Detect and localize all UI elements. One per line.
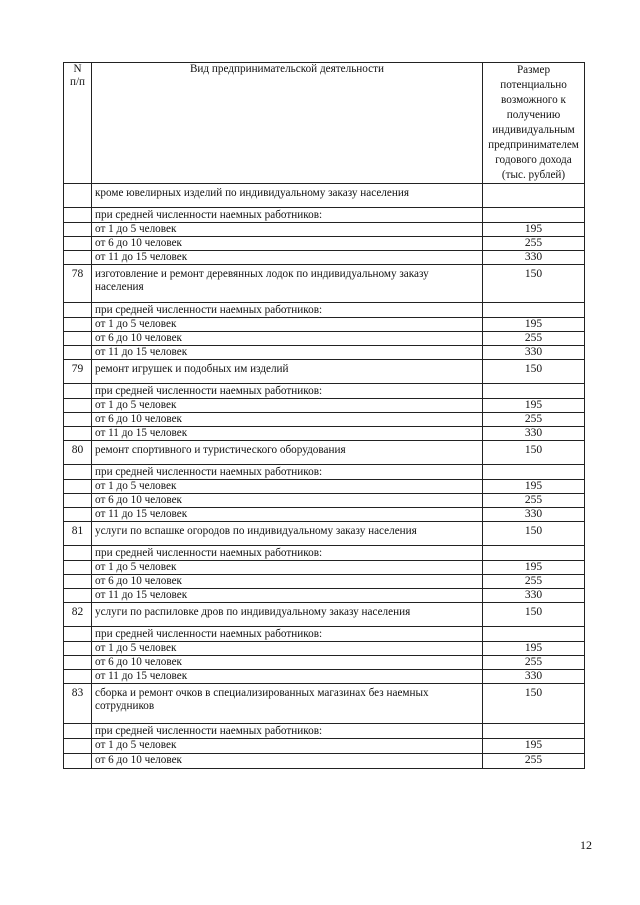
row-income-value	[483, 184, 585, 208]
row-activity: при средней численности наемных работников:	[92, 627, 483, 642]
row-income-value: 195	[483, 642, 585, 656]
row-number	[64, 465, 92, 480]
table-row	[64, 739, 585, 754]
table-row	[64, 642, 585, 656]
row-income-value: 150	[483, 441, 585, 465]
row-number: 81	[64, 522, 92, 546]
row-activity: от 11 до 15 человек	[92, 589, 483, 603]
row-activity: от 1 до 5 человек	[92, 642, 483, 656]
row-activity: от 6 до 10 человек	[92, 754, 483, 769]
row-number	[64, 237, 92, 251]
table-row	[64, 494, 585, 508]
row-activity: от 6 до 10 человек	[92, 413, 483, 427]
row-activity: услуги по распиловке дров по индивидуальному заказу населения	[92, 603, 483, 627]
row-income-value: 150	[483, 603, 585, 627]
row-number	[64, 346, 92, 360]
table-row	[64, 346, 585, 360]
row-number	[64, 561, 92, 575]
row-income-value	[483, 724, 585, 739]
row-number: 82	[64, 603, 92, 627]
row-activity: при средней численности наемных работников:	[92, 724, 483, 739]
row-income-value: 150	[483, 522, 585, 546]
row-number	[64, 656, 92, 670]
row-income-value: 330	[483, 508, 585, 522]
row-activity: от 6 до 10 человек	[92, 575, 483, 589]
row-income-value: 150	[483, 684, 585, 724]
row-income-value	[483, 384, 585, 399]
table-row	[64, 318, 585, 332]
row-activity: от 1 до 5 человек	[92, 223, 483, 237]
row-activity: от 1 до 5 человек	[92, 739, 483, 754]
row-activity: от 1 до 5 человек	[92, 561, 483, 575]
row-number	[64, 413, 92, 427]
row-income-value: 195	[483, 561, 585, 575]
table-row	[64, 237, 585, 251]
row-income-value: 255	[483, 656, 585, 670]
row-number: 79	[64, 360, 92, 384]
table-row	[64, 546, 585, 561]
table-row	[64, 384, 585, 399]
row-income-value: 255	[483, 413, 585, 427]
row-number	[64, 399, 92, 413]
table-row	[64, 603, 585, 627]
row-activity: от 6 до 10 человек	[92, 237, 483, 251]
row-activity: от 6 до 10 человек	[92, 494, 483, 508]
table-row	[64, 413, 585, 427]
row-income-value: 195	[483, 399, 585, 413]
table-row	[64, 184, 585, 208]
row-activity: от 1 до 5 человек	[92, 318, 483, 332]
row-activity: от 1 до 5 человек	[92, 480, 483, 494]
table-row	[64, 332, 585, 346]
table-body	[64, 184, 585, 769]
row-income-value	[483, 627, 585, 642]
table-row	[64, 627, 585, 642]
row-number: 83	[64, 684, 92, 724]
table-row	[64, 399, 585, 413]
row-activity: при средней численности наемных работников:	[92, 303, 483, 318]
row-income-value: 255	[483, 237, 585, 251]
row-income-value: 330	[483, 427, 585, 441]
row-number	[64, 754, 92, 769]
row-number	[64, 546, 92, 561]
row-number	[64, 427, 92, 441]
row-activity: ремонт игрушек и подобных им изделий	[92, 360, 483, 384]
row-activity: при средней численности наемных работников:	[92, 546, 483, 561]
table-row	[64, 208, 585, 223]
row-number	[64, 642, 92, 656]
row-income-value	[483, 546, 585, 561]
row-number	[64, 384, 92, 399]
table-row	[64, 223, 585, 237]
row-activity: от 11 до 15 человек	[92, 427, 483, 441]
row-number	[64, 724, 92, 739]
row-activity: при средней численности наемных работников:	[92, 465, 483, 480]
table-row	[64, 441, 585, 465]
row-income-value: 255	[483, 575, 585, 589]
row-number	[64, 251, 92, 265]
row-number	[64, 184, 92, 208]
row-number	[64, 208, 92, 223]
header-activity: Вид предпринимательской деятельности	[92, 63, 483, 184]
table-row	[64, 465, 585, 480]
row-number	[64, 575, 92, 589]
row-activity: сборка и ремонт очков в специализированных магазинах без наемных сотрудников	[92, 684, 483, 724]
row-number	[64, 739, 92, 754]
header-number: N п/п	[64, 63, 92, 184]
table-row	[64, 303, 585, 318]
table-row	[64, 251, 585, 265]
row-activity: изготовление и ремонт деревянных лодок по индивидуальному заказу населения	[92, 265, 483, 303]
row-activity: от 11 до 15 человек	[92, 670, 483, 684]
table-row	[64, 684, 585, 724]
row-income-value	[483, 303, 585, 318]
row-income-value: 330	[483, 251, 585, 265]
table-row	[64, 427, 585, 441]
table-row	[64, 670, 585, 684]
row-activity: при средней численности наемных работников:	[92, 384, 483, 399]
row-income-value: 195	[483, 739, 585, 754]
table-header-row	[64, 63, 585, 184]
row-number: 80	[64, 441, 92, 465]
row-number: 78	[64, 265, 92, 303]
row-number	[64, 670, 92, 684]
row-income-value: 330	[483, 589, 585, 603]
row-number	[64, 332, 92, 346]
row-activity: от 1 до 5 человек	[92, 399, 483, 413]
row-number	[64, 223, 92, 237]
row-activity: кроме ювелирных изделий по индивидуальному заказу населения	[92, 184, 483, 208]
row-income-value	[483, 208, 585, 223]
row-activity: от 6 до 10 человек	[92, 332, 483, 346]
page-number: 12	[580, 838, 592, 852]
row-income-value: 195	[483, 318, 585, 332]
row-income-value: 150	[483, 265, 585, 303]
row-income-value	[483, 465, 585, 480]
row-activity: от 6 до 10 человек	[92, 656, 483, 670]
row-number	[64, 480, 92, 494]
table-row	[64, 265, 585, 303]
row-activity: от 11 до 15 человек	[92, 346, 483, 360]
row-income-value: 255	[483, 494, 585, 508]
row-activity: от 11 до 15 человек	[92, 251, 483, 265]
table-row	[64, 360, 585, 384]
row-income-value: 330	[483, 346, 585, 360]
row-number	[64, 627, 92, 642]
row-activity: ремонт спортивного и туристического оборудования	[92, 441, 483, 465]
row-income-value: 255	[483, 754, 585, 769]
row-activity: услуги по вспашке огородов по индивидуальному заказу населения	[92, 522, 483, 546]
table-row	[64, 522, 585, 546]
row-income-value: 255	[483, 332, 585, 346]
table-row	[64, 589, 585, 603]
table-row	[64, 575, 585, 589]
row-activity: от 11 до 15 человек	[92, 508, 483, 522]
table-row	[64, 656, 585, 670]
row-number	[64, 589, 92, 603]
row-number	[64, 303, 92, 318]
header-income-size: Размер потенциально возможного к получению индивидуальным предпринимателем годового дохода (тыс. рублей)	[483, 63, 585, 184]
row-income-value: 195	[483, 480, 585, 494]
row-activity: при средней численности наемных работников:	[92, 208, 483, 223]
row-income-value: 150	[483, 360, 585, 384]
table-row	[64, 754, 585, 769]
table-row	[64, 561, 585, 575]
income-table	[63, 62, 585, 769]
row-number	[64, 318, 92, 332]
row-number	[64, 508, 92, 522]
table-row	[64, 724, 585, 739]
table-row	[64, 480, 585, 494]
row-number	[64, 494, 92, 508]
row-income-value: 330	[483, 670, 585, 684]
table-row	[64, 508, 585, 522]
row-income-value: 195	[483, 223, 585, 237]
